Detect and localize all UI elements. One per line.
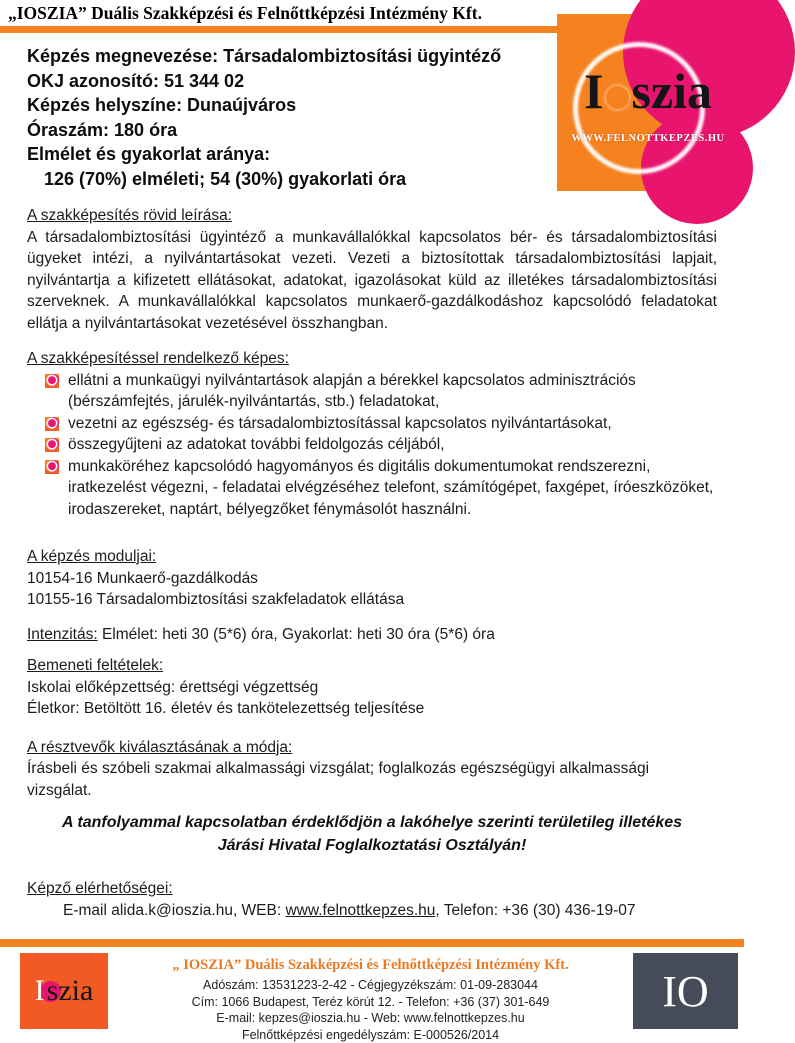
selection-heading: A résztvevők kiválasztásának a módja: <box>27 737 717 759</box>
ioszia-footer-logo <box>20 953 108 1029</box>
skill-text: összegyűjteni az adatokat további feldolgozás céljából, <box>68 436 445 453</box>
contact-prefix: E-mail alida.k@ioszia.hu, WEB: <box>63 902 285 919</box>
logo-website-url: WWW.FELNOTTKEPZES.HU <box>557 133 739 144</box>
selection-line: Írásbeli és szóbeli szakmai alkalmassági vizsgálat; foglalkozás egészségügyi alkalmassági vizsgálat. <box>27 758 717 801</box>
footer-company-name: „ IOSZIA” Duális Szakképzési és Felnőttképzési Intézmény Kft. <box>118 956 623 974</box>
io-square-logo: IO <box>633 953 738 1029</box>
footer-tax-line: Adószám: 13531223-2-42 - Cégjegyzékszám: 01-09-283044 <box>118 977 623 994</box>
logo-bullet-icon <box>45 460 59 474</box>
skill-text: ellátni a munkaügyi nyilvántartások alapján a bérekkel kapcsolatos adminisztrációs (bérszámfejtés, járulék-nyilvántartás, stb.) feladatokat, <box>68 372 636 411</box>
logo-bullet-icon <box>45 374 59 388</box>
footer <box>0 947 744 1043</box>
course-location-line: Képzés helyszíne: Dunaújváros <box>27 93 552 118</box>
ioszia-logo <box>557 14 739 191</box>
list-item <box>27 413 717 435</box>
course-name-line: Képzés megnevezése: Társadalombiztosítási ügyintéző <box>27 44 552 69</box>
logo-letters-szia: szia <box>631 63 712 119</box>
intensity-label: Intenzitás: <box>27 626 98 643</box>
module-line: 10155-16 Társadalombiztosítási szakfeladatok ellátása <box>27 589 717 611</box>
list-item <box>27 370 717 413</box>
logo-bullet-icon <box>45 417 59 431</box>
theory-practice-label: Elmélet és gyakorlat aránya: <box>27 142 552 167</box>
header-divider <box>0 26 560 33</box>
footer-logo-letters-szia: szia <box>47 976 94 1006</box>
course-hours-line: Óraszám: 180 óra <box>27 118 552 143</box>
entry-education-line: Iskolai előképzettség: érettségi végzettség <box>27 677 717 699</box>
notice-text: A tanfolyammal kapcsolatban érdeklődjön a lakóhelye szerinti területileg illetékes Járási Hivatal Foglalkoztatási Osztályán! <box>27 812 717 857</box>
contact-line <box>27 900 717 922</box>
footer-company-block <box>118 953 623 1043</box>
logo-letter-i: I <box>584 63 603 119</box>
intensity-text: Elmélet: heti 30 (5*6) óra, Gyakorlat: heti 30 óra (5*6) óra <box>98 626 495 643</box>
entry-requirements-heading: Bemeneti feltételek: <box>27 655 717 677</box>
description-body: A társadalombiztosítási ügyintéző a munkavállalókkal kapcsolatos bér- és társadalombiztosítási ügyeket intézi, a nyilvántartásokat vezeti. Vezeti a biztosítottak társadalombiztosítási lapjait, nyilvántartja a kifizetett ellátásokat, adatokat, igazolásokat küld az illetékes társadalombiztosítási szerveknek. A munkavállalókkal kapcsolatos munkaerő-gazdálkodáshoz kapcsolódó feladatokat ellátja a nyilvántartásokat vezetésével összhangban. <box>27 227 717 335</box>
list-item <box>27 456 717 521</box>
skill-text: munkaköréhez kapcsolódó hagyományos és digitális dokumentumokat rendszerezni, iratkezelést végezni, - feladatai elvégzéséhez telefont, számítógépet, faxgépet, íróeszközöket, irodaszereket, naptárt, bélyegzőket fénymásolót használni. <box>68 458 713 518</box>
okj-id-line: OKJ azonosító: 51 344 02 <box>27 69 552 94</box>
page-title: „IOSZIA” Duális Szakképzési és Felnőttképzési Intézmény Kft. <box>0 0 744 26</box>
website-link[interactable]: www.felnottkepzes.hu <box>285 902 435 919</box>
intensity-line <box>27 624 717 646</box>
footer-divider <box>0 939 744 947</box>
theory-practice-ratio: 126 (70%) elméleti; 54 (30%) gyakorlati óra <box>27 167 552 192</box>
logo-o-dot-icon <box>606 86 629 109</box>
module-line: 10154-16 Munkaerő-gazdálkodás <box>27 568 717 590</box>
description-heading: A szakképesítés rövid leírása: <box>27 205 717 227</box>
skills-heading: A szakképesítéssel rendelkező képes: <box>27 348 717 370</box>
logo-bullet-icon <box>45 438 59 452</box>
list-item <box>27 434 717 456</box>
footer-license-line: Felnőttképzési engedélyszám: E-000526/2014 <box>118 1027 623 1043</box>
modules-heading: A képzés moduljai: <box>27 546 717 568</box>
skills-list <box>27 370 717 521</box>
contact-heading: Képző elérhetőségei: <box>27 878 717 900</box>
skill-text: vezetni az egészség- és társadalombiztosítással kapcsolatos nyilvántartásokat, <box>68 415 612 432</box>
course-info-block <box>27 44 552 191</box>
logo-wordmark <box>557 66 739 116</box>
footer-address-line: Cím: 1066 Budapest, Teréz körút 12. - Telefon: +36 (37) 301-649 <box>118 994 623 1011</box>
entry-age-line: Életkor: Betöltött 16. életév és tankötelezettség teljesítése <box>27 698 717 720</box>
contact-suffix: , Telefon: +36 (30) 436-19-07 <box>435 902 635 919</box>
footer-logo-letter-i: I <box>35 976 45 1006</box>
footer-email-web-line: E-mail: kepzes@ioszia.hu - Web: www.felnottkepzes.hu <box>118 1010 623 1027</box>
